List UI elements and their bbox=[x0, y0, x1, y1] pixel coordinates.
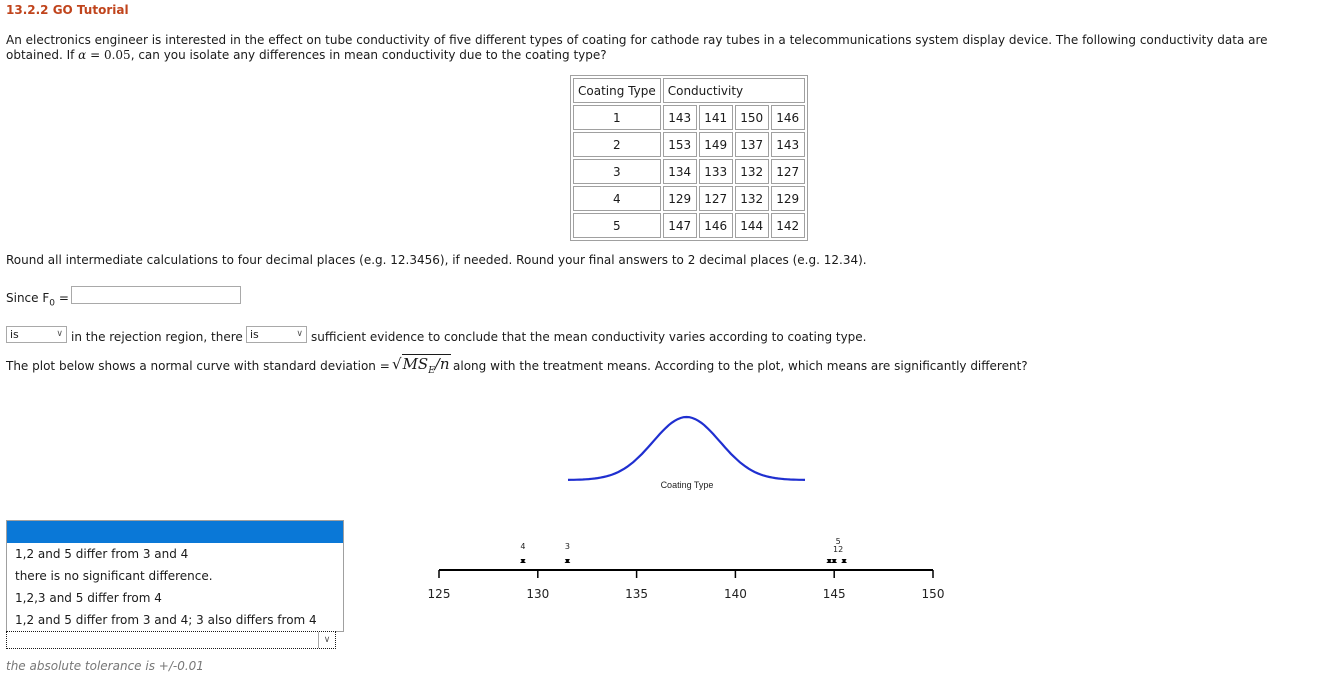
dropdown-option[interactable]: 1,2 and 5 differ from 3 and 4 bbox=[15, 547, 189, 561]
conductivity-cell: 147 bbox=[663, 213, 697, 238]
tolerance-note: the absolute tolerance is +/-0.01 bbox=[6, 659, 204, 673]
problem-text-after: , can you isolate any differences in mean conductivity due to the coating type? bbox=[130, 48, 607, 62]
table-row bbox=[573, 159, 805, 184]
table-row bbox=[573, 105, 805, 130]
table-row bbox=[573, 132, 805, 157]
chevron-down-icon: ∨ bbox=[296, 329, 303, 339]
conductivity-table bbox=[570, 75, 808, 241]
x-axis-tick-label: 135 bbox=[625, 587, 649, 601]
f0-label-suffix: = bbox=[55, 291, 69, 305]
f0-label-prefix: Since F bbox=[6, 291, 50, 305]
alpha-value: = 0.05 bbox=[86, 48, 131, 62]
conductivity-cell: 127 bbox=[771, 159, 805, 184]
rejection-region-select-value: is bbox=[10, 328, 19, 341]
rejection-region-select[interactable] bbox=[6, 326, 67, 343]
chevron-down-icon: ∨ bbox=[56, 329, 63, 339]
x-axis-tick-label: 140 bbox=[723, 587, 747, 601]
conductivity-cell: 141 bbox=[699, 105, 733, 130]
coating-type-cell: 5 bbox=[573, 213, 661, 238]
conductivity-cell: 127 bbox=[699, 186, 733, 211]
f0-input[interactable] bbox=[71, 286, 241, 304]
conductivity-cell: 143 bbox=[771, 132, 805, 157]
dropdown-option[interactable]: 1,2 and 5 differ from 3 and 4; 3 also differs from 4 bbox=[15, 613, 317, 627]
sqrt-formula bbox=[392, 355, 451, 376]
conductivity-cell: 129 bbox=[771, 186, 805, 211]
plot-question-text-after: along with the treatment means. According to the plot, which means are significantly different? bbox=[453, 359, 1028, 373]
problem-text-before: An electronics engineer is interested in the effect on tube conductivity of five different types of coating for cathode ray tubes in a telecommunications system display device. The following conductivity data are obtained. If bbox=[6, 33, 1268, 62]
evidence-select-value: is bbox=[250, 328, 259, 341]
plot-question-text: The plot below shows a normal curve with standard deviation = bbox=[6, 359, 390, 373]
f0-label bbox=[6, 291, 69, 308]
conclusion-text-2: sufficient evidence to conclude that the mean conductivity varies according to coating type. bbox=[311, 330, 867, 344]
conductivity-cell: 132 bbox=[735, 186, 769, 211]
dropdown-option[interactable]: 1,2,3 and 5 differ from 4 bbox=[15, 591, 162, 605]
x-axis-tick-label: 145 bbox=[822, 587, 846, 601]
x-axis-tick-label: 125 bbox=[427, 587, 451, 601]
f0-label-sub: 0 bbox=[49, 298, 55, 309]
treatment-mean-label: 4 bbox=[520, 542, 526, 551]
conductivity-cell: 142 bbox=[771, 213, 805, 238]
coating-type-cell: 2 bbox=[573, 132, 661, 157]
conductivity-cell: 144 bbox=[735, 213, 769, 238]
table-header-row bbox=[573, 78, 805, 103]
conclusion-text-1: in the rejection region, there bbox=[71, 330, 243, 344]
treatment-mean-label: 12 bbox=[833, 545, 844, 554]
sqrt-symbol: √ bbox=[392, 355, 402, 373]
conductivity-cell: 146 bbox=[771, 105, 805, 130]
conductivity-cell: 150 bbox=[735, 105, 769, 130]
conductivity-cell: 132 bbox=[735, 159, 769, 184]
significant-difference-select[interactable] bbox=[6, 631, 336, 649]
normal-curve-chart bbox=[560, 405, 820, 500]
treatment-mean-label: 3 bbox=[564, 542, 570, 551]
problem-statement bbox=[6, 33, 1314, 63]
x-axis-tick-label: 150 bbox=[921, 587, 945, 601]
page-title: 13.2.2 GO Tutorial bbox=[6, 3, 129, 17]
table-row bbox=[573, 213, 805, 238]
ms-sub: E bbox=[428, 366, 435, 376]
x-axis-tick-label: 130 bbox=[526, 587, 550, 601]
header-coating-type: Coating Type bbox=[573, 78, 661, 103]
conductivity-cell: 137 bbox=[735, 132, 769, 157]
conductivity-cell: 133 bbox=[699, 159, 733, 184]
dropdown-option[interactable]: there is no significant difference. bbox=[15, 569, 213, 583]
conductivity-cell: 149 bbox=[699, 132, 733, 157]
treatment-mean-label: 5 bbox=[835, 537, 841, 546]
conductivity-cell: 129 bbox=[663, 186, 697, 211]
coating-type-cell: 3 bbox=[573, 159, 661, 184]
normal-curve-line bbox=[568, 417, 805, 480]
conductivity-cell: 134 bbox=[663, 159, 697, 184]
dropdown-highlighted-option[interactable] bbox=[7, 521, 343, 543]
ms-text: MS bbox=[402, 355, 429, 373]
alpha-symbol: α bbox=[78, 48, 87, 62]
curve-label: Coating Type bbox=[660, 480, 714, 490]
chevron-down-icon: ∨ bbox=[318, 632, 335, 648]
treatment-means-axis bbox=[420, 530, 980, 610]
coating-type-cell: 4 bbox=[573, 186, 661, 211]
evidence-select[interactable] bbox=[246, 326, 307, 343]
coating-type-cell: 1 bbox=[573, 105, 661, 130]
conductivity-cell: 146 bbox=[699, 213, 733, 238]
conductivity-cell: 153 bbox=[663, 132, 697, 157]
table-row bbox=[573, 186, 805, 211]
dropdown-list bbox=[6, 520, 344, 632]
over-n-text: /n bbox=[434, 355, 450, 373]
header-conductivity: Conductivity bbox=[663, 78, 805, 103]
conductivity-cell: 143 bbox=[663, 105, 697, 130]
rounding-instructions: Round all intermediate calculations to four decimal places (e.g. 12.3456), if needed. Round your final answers to 2 decimal places (e.g. 12.34). bbox=[6, 253, 867, 267]
